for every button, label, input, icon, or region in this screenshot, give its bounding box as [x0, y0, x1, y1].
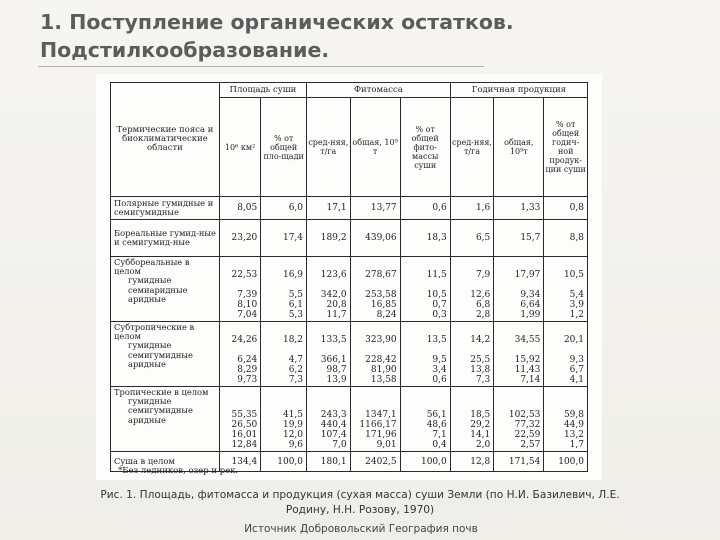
- col-header-phyto-pct: % от общей фито-массы суши: [400, 98, 450, 197]
- row-label: [111, 322, 220, 387]
- col-header-phyto-total: общая, 10⁹ т: [350, 98, 400, 197]
- table-cell: 41,5 19,9 12,0 9,6: [261, 387, 307, 452]
- slide-title-line-1: 1. Поступление органических остатков.: [40, 10, 514, 34]
- col-header-prod-pct: % от общей годич-ной продук-ции суши: [544, 98, 588, 197]
- row-label: Суша в целом: [111, 452, 220, 472]
- table-cell: 2402,5: [350, 452, 400, 472]
- table-cell: 34,55 15,92 11,43 7,14: [494, 322, 544, 387]
- table-cell: 6,0: [261, 197, 307, 220]
- table-cell: 59,8 44,9 13,2 1,7: [544, 387, 588, 452]
- table-cell: 20,1 9,3 6,7 4,1: [544, 322, 588, 387]
- scanned-table-image: [96, 74, 602, 480]
- table-cell: 8,05: [219, 197, 260, 220]
- table-cell: 1,6: [450, 197, 494, 220]
- row-label: Полярные гумидные и семигумидные: [111, 197, 220, 220]
- row-sublabel: аридные: [128, 293, 166, 304]
- table-cell: 123,6 342,0 20,8 11,7: [307, 257, 351, 322]
- row-sublabel: аридные: [128, 358, 166, 369]
- table-row-tropical: [111, 387, 588, 452]
- table-cell: 55,35 26,50 16,01 12,84: [219, 387, 260, 452]
- table-cell: 171,54: [494, 452, 544, 472]
- table-cell: 22,53 7,39 8,10 7,04: [219, 257, 260, 322]
- row-label-main: Тропические в целом: [114, 387, 209, 397]
- table-cell: 278,67 253,58 16,85 8,24: [350, 257, 400, 322]
- row-sublabel: гумидные: [128, 275, 172, 286]
- table-cell: 16,9 5,5 6,1 5,3: [261, 257, 307, 322]
- table-cell: 13,5 9,5 3,4 0,6: [400, 322, 450, 387]
- table-cell: 102,53 77,32 22,59 2,57: [494, 387, 544, 452]
- row-label: [111, 257, 220, 322]
- table-cell: 13,77: [350, 197, 400, 220]
- group-header-area: Площадь суши: [219, 83, 306, 98]
- table-cell: 243,3 440,4 107,4 7,0: [307, 387, 351, 452]
- table-row-subtropical: [111, 322, 588, 387]
- table-cell: 14,2 25,5 13,8 7,3: [450, 322, 494, 387]
- table-row-polar: [111, 197, 588, 220]
- group-header-row: [111, 83, 588, 98]
- row-sublabel: семиаридные: [128, 284, 188, 295]
- table-cell: 17,97 9,34 6,64 1,99: [494, 257, 544, 322]
- figure-caption: Рис. 1. Площадь, фитомасса и продукция (сухая масса) суши Земли (по Н.И. Базилевич, Л.Е. Родину, Н.Н. Розову, 1970): [100, 489, 620, 516]
- table-cell: 439,06: [350, 220, 400, 257]
- table-cell: 15,7: [494, 220, 544, 257]
- slide-title: [40, 8, 680, 64]
- table-footnote: *Без ледников, озер и рек.: [118, 466, 239, 476]
- table-cell: 12,8: [450, 452, 494, 472]
- row-sublabel: гумидные: [128, 340, 172, 351]
- row-label: [111, 387, 220, 452]
- table-cell: 56,1 48,6 7,1 0,4: [400, 387, 450, 452]
- table-cell: 7,9 12,6 6,8 2,8: [450, 257, 494, 322]
- row-sublabel: гумидные: [128, 396, 172, 407]
- row-sublabel: аридные: [128, 414, 166, 425]
- table-cell: 24,26 6,24 8,29 9,73: [219, 322, 260, 387]
- table-row-boreal: [111, 220, 588, 257]
- col-header-phyto-avg: сред-няя, т/га: [307, 98, 351, 197]
- table-cell: 0,8: [544, 197, 588, 220]
- table-cell: 180,1: [307, 452, 351, 472]
- row-label: Бореальные гумид-ные и семигумид-ные: [111, 220, 220, 257]
- table-cell: 17,4: [261, 220, 307, 257]
- group-header-production: Годичная продукция: [450, 83, 587, 98]
- zone-column-header: Термические пояса и биоклиматические области: [111, 83, 220, 197]
- table-cell: 133,5 366,1 98,7 13,9: [307, 322, 351, 387]
- table-cell: 0,6: [400, 197, 450, 220]
- table-cell: 17,1: [307, 197, 351, 220]
- table-cell: 100,0: [400, 452, 450, 472]
- table-cell: 11,5 10,5 0,7 0,3: [400, 257, 450, 322]
- row-sublabel: семигумидные: [128, 349, 193, 360]
- table-cell: 18,2 4,7 6,2 7,3: [261, 322, 307, 387]
- table-cell: 100,0: [544, 452, 588, 472]
- col-header-prod-avg: сред-няя, т/га: [450, 98, 494, 197]
- row-label-main: Субтропические в целом: [114, 322, 195, 342]
- table-cell: 323,90 228,42 81,90 13,58: [350, 322, 400, 387]
- table-cell: 134,4: [219, 452, 260, 472]
- row-sublabel: семигумидные: [128, 405, 193, 416]
- title-underline: [38, 66, 484, 67]
- table-row-subboreal: [111, 257, 588, 322]
- source-note: Источник Добровольский География почв: [244, 523, 478, 535]
- table-cell: 23,20: [219, 220, 260, 257]
- table-cell: 1,33: [494, 197, 544, 220]
- table-cell: 10,5 5,4 3,9 1,2: [544, 257, 588, 322]
- table-cell: 18,5 29,2 14,1 2,0: [450, 387, 494, 452]
- row-label-main: Суббореальные в целом: [114, 257, 190, 277]
- col-header-area-km2: 10⁶ км²: [219, 98, 260, 197]
- slide-title-line-2: Подстилкообразование.: [40, 38, 330, 62]
- col-header-prod-total: общая, 10⁹т: [494, 98, 544, 197]
- table-cell: 18,3: [400, 220, 450, 257]
- table-cell: 189,2: [307, 220, 351, 257]
- biomass-table: [110, 82, 588, 472]
- col-header-area-pct: % от общей пло-щади: [261, 98, 307, 197]
- table-cell: 6,5: [450, 220, 494, 257]
- table-cell: 100,0: [261, 452, 307, 472]
- table-cell: 1347,1 1166,17 171,96 9,01: [350, 387, 400, 452]
- group-header-phytomass: Фитомасса: [307, 83, 451, 98]
- table-cell: 8,8: [544, 220, 588, 257]
